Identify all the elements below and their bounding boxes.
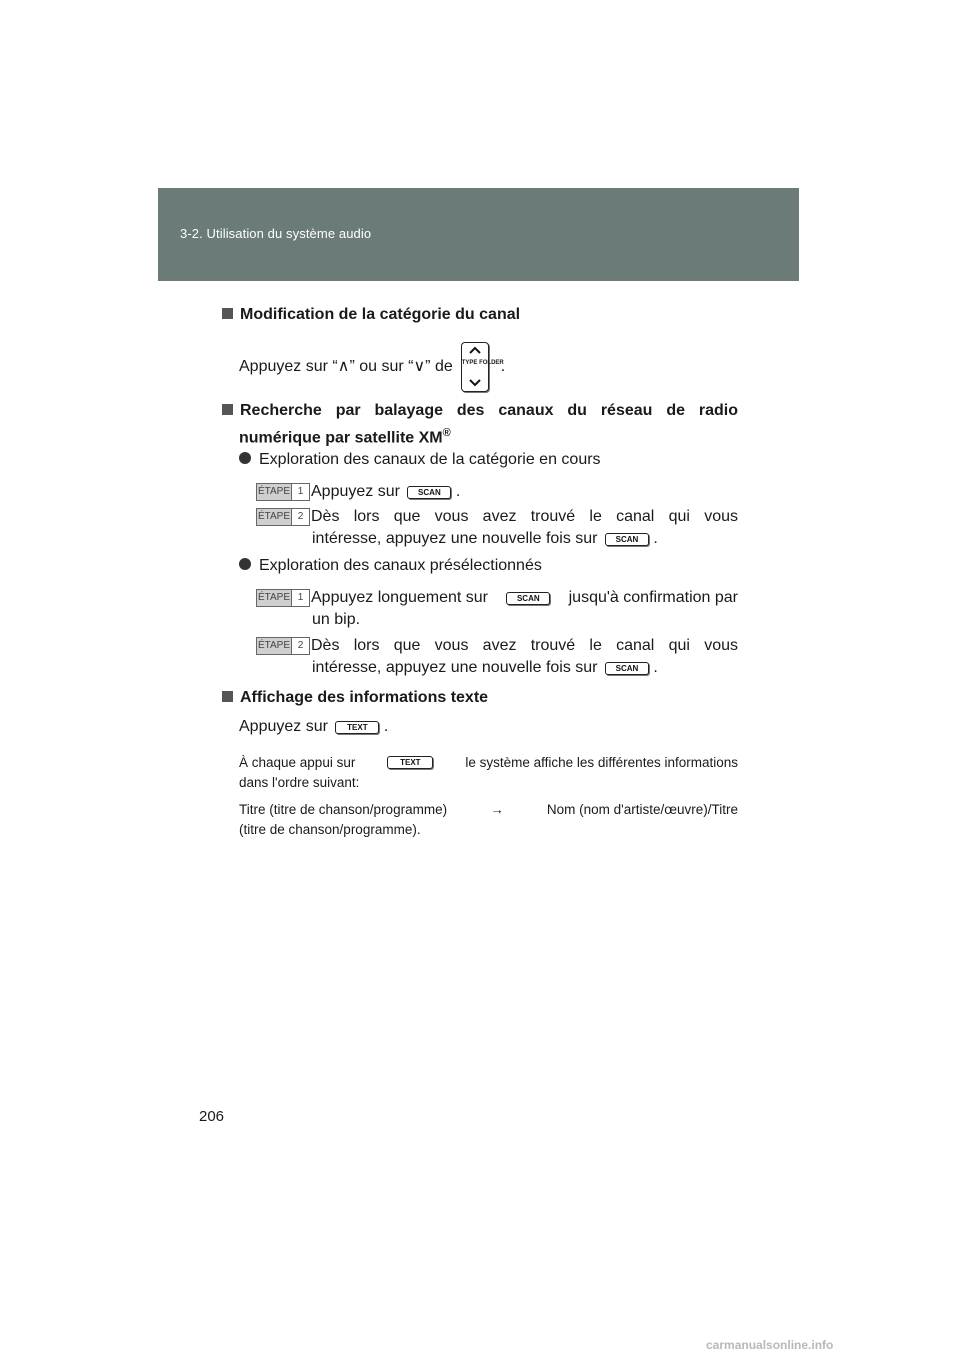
step-text: intéresse, appuyez une nouvelle fois sur SCAN . <box>312 659 658 676</box>
section-header-title: 3-2. Utilisation du système audio <box>180 226 372 241</box>
note-line: Titre (titre de chanson/programme) → Nom (nom d'artiste/œuvre)/Titre <box>239 802 738 817</box>
scan-button-icon: SCAN <box>506 592 550 605</box>
sub-heading-presets: Exploration des canaux présélectionnés <box>239 555 542 577</box>
square-bullet-icon <box>222 691 233 702</box>
square-bullet-icon <box>222 404 233 415</box>
note-line: (titre de chanson/programme). <box>239 822 421 837</box>
step-badge-2: ÉTAPE 2 <box>256 508 310 526</box>
step-badge-1: ÉTAPE 1 <box>256 483 310 501</box>
section-title-scan-line1: Recherche par balayage des canaux du réseau de radio <box>222 400 738 422</box>
arrow-right-icon: → <box>490 802 504 817</box>
step-text: Dès lors que vous avez trouvé le canal qui vous <box>311 508 738 525</box>
step-text: un bip. <box>312 611 361 628</box>
scan-button-icon: SCAN <box>407 486 451 499</box>
sub-heading-current-category: Exploration des canaux de la catégorie en cours <box>239 449 601 471</box>
step-text: Appuyez sur SCAN . <box>311 483 461 500</box>
section-header-band <box>158 188 799 281</box>
chevron-down-icon <box>469 379 481 387</box>
watermark-logo: carmanualsonline.info <box>706 1338 834 1352</box>
step-text: Appuyez longuement sur SCAN jusqu'à confirmation par <box>311 589 738 606</box>
page-number: 206 <box>199 1108 225 1125</box>
round-bullet-icon <box>239 558 251 570</box>
text-button-icon: TEXT <box>335 721 379 734</box>
section-title-category: Modification de la catégorie du canal <box>222 304 520 326</box>
step-text: Dès lors que vous avez trouvé le canal qui vous <box>311 637 738 654</box>
section-title-text-info: Affichage des informations texte <box>222 687 488 709</box>
up-symbol: ∧ <box>337 358 350 375</box>
text-button-icon: TEXT <box>387 756 433 769</box>
note-line: À chaque appui sur TEXT le système affiche les différentes informations <box>239 755 738 770</box>
note-line: dans l'ordre suivant: <box>239 775 360 790</box>
step-text: intéresse, appuyez une nouvelle fois sur SCAN . <box>312 530 658 547</box>
round-bullet-icon <box>239 452 251 464</box>
down-symbol: ∨ <box>413 358 426 375</box>
chevron-up-icon <box>469 346 481 354</box>
square-bullet-icon <box>222 308 233 319</box>
text-info-instruction: Appuyez sur TEXT . <box>239 718 389 735</box>
step-badge-2: ÉTAPE 2 <box>256 637 310 655</box>
category-instruction: Appuyez sur “ ∧ ” ou sur “ ∨ ” de TYPE FOLDER . <box>239 342 505 392</box>
scan-button-icon: SCAN <box>605 662 649 675</box>
section-title-scan-line2: numérique par satellite XM® <box>239 427 451 447</box>
scan-button-icon: SCAN <box>605 533 649 546</box>
step-badge-1: ÉTAPE 1 <box>256 589 310 607</box>
type-folder-button-icon: TYPE FOLDER <box>461 342 489 392</box>
